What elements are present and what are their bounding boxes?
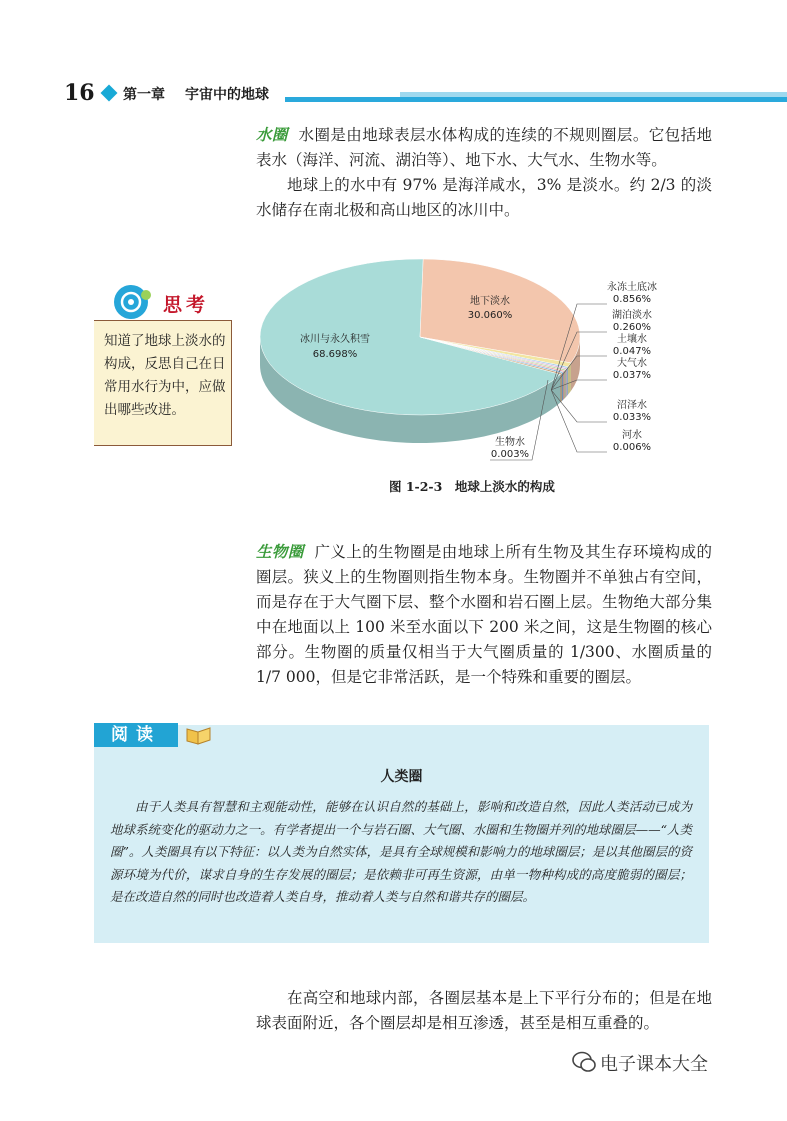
label-3-name: 湖泊淡水 xyxy=(612,310,652,321)
pie-side-7 xyxy=(562,372,563,401)
label-6-name: 沼泽水 xyxy=(617,400,647,411)
think-text: 知道了地球上淡水的构成，反思自己在日常用水行为中，应做出哪些改进。 xyxy=(104,333,226,418)
water-ratio-paragraph: 地球上的水中有 97% 是海洋咸水，3% 是淡水。约 2/3 的淡水储存在南北极和高山地区的冰川中。 xyxy=(256,176,712,219)
page-number: 16 xyxy=(64,80,95,106)
diamond-icon xyxy=(101,85,118,102)
biosphere-text: 广义上的生物圈是由地球上所有生物及其生存环境构成的圈层。狭义上的生物圈则指生物本身。生物圈并不单独占有空间，而是存在于大气圈下层、整个水圈和岩石圈上层。生物绝大部分集中在地面以上 100 米至水面以下 200 米之间，这是生物圈的核心部分。生物圈的质量仅相当于大气圈质量的 1/300、水圈质量的 1/7 000，但是它非常活跃，是一个特殊和重要的圈层。 xyxy=(256,543,712,686)
label-6-value: 0.033% xyxy=(612,412,652,423)
chapter-title: 宇宙中的地球 xyxy=(185,87,269,103)
reading-title: 人类圈 xyxy=(380,769,423,785)
hydrosphere-term: 水圈 xyxy=(256,126,288,144)
label-bio-value: 0.003% xyxy=(490,449,530,460)
label-7-value: 0.006% xyxy=(612,442,652,453)
figure-caption: 图 1-2-3 地球上淡水的构成 xyxy=(389,479,555,494)
label-5-name: 大气水 xyxy=(617,358,647,369)
label-groundwater-name: 地下淡水 xyxy=(470,296,510,307)
think-title: 思考 xyxy=(163,294,210,316)
pie-side-3 xyxy=(567,367,568,396)
label-5-value: 0.037% xyxy=(612,370,652,381)
label-3-value: 0.260% xyxy=(612,322,652,333)
hydrosphere-paragraph xyxy=(256,123,712,173)
freshwater-pie-chart xyxy=(250,245,670,470)
pie-side-5 xyxy=(564,369,565,398)
label-2-value: 0.856% xyxy=(612,294,652,305)
label-7-name: 河水 xyxy=(622,430,642,441)
header-bar xyxy=(285,97,787,102)
watermark-text: 电子课本大全 xyxy=(600,1054,708,1075)
label-4-name: 土壤水 xyxy=(617,334,647,345)
chapter-label: 第一章 xyxy=(123,87,165,103)
label-groundwater-value: 30.060% xyxy=(467,310,513,321)
label-4-value: 0.047% xyxy=(612,346,652,357)
biosphere-term: 生物圈 xyxy=(256,543,304,561)
closing-paragraph: 在高空和地球内部，各圈层基本是上下平行分布的；但是在地球表面附近，各个圈层却是相互渗透，甚至是相互重叠的。 xyxy=(256,989,712,1032)
biosphere-paragraph xyxy=(256,540,712,690)
label-ice-value: 68.698% xyxy=(312,349,358,360)
wechat-icon xyxy=(572,1050,596,1074)
pie-side-4 xyxy=(566,368,567,397)
reading-text: 由于人类具有智慧和主观能动性，能够在认识自然的基础上，影响和改造自然，因此人类活动已成为地球系统变化的驱动力之一。有学者提出一个与岩石圈、大气圈、水圈和生物圈并列的地球圈层——“人类圈”。人类圈具有以下特征：以人类为自然实体，是具有全球规模和影响力的地球圈层；是以其他圈层的资源环境为代价，谋求自身的生存发展的圈层；是依赖非可再生资源，由单一物种构成的高度脆弱的圈层；是在改造自然的同时也改造着人类自身，推动着人类与自然和谐共存的圈层。 xyxy=(110,799,692,904)
label-ice-name: 冰川与永久积雪 xyxy=(300,334,370,345)
book-icon xyxy=(184,724,214,746)
reading-tab: 阅读 xyxy=(94,723,178,747)
brain-gear-icon xyxy=(112,283,154,321)
label-2-name: 永冻土底冰 xyxy=(607,282,657,293)
hydrosphere-text: 水圈是由地球表层水体构成的连续的不规则圈层。它包括地表水（海洋、河流、湖泊等）、地下水、大气水、生物水等。 xyxy=(256,126,712,169)
label-bio-name: 生物水 xyxy=(495,437,525,448)
